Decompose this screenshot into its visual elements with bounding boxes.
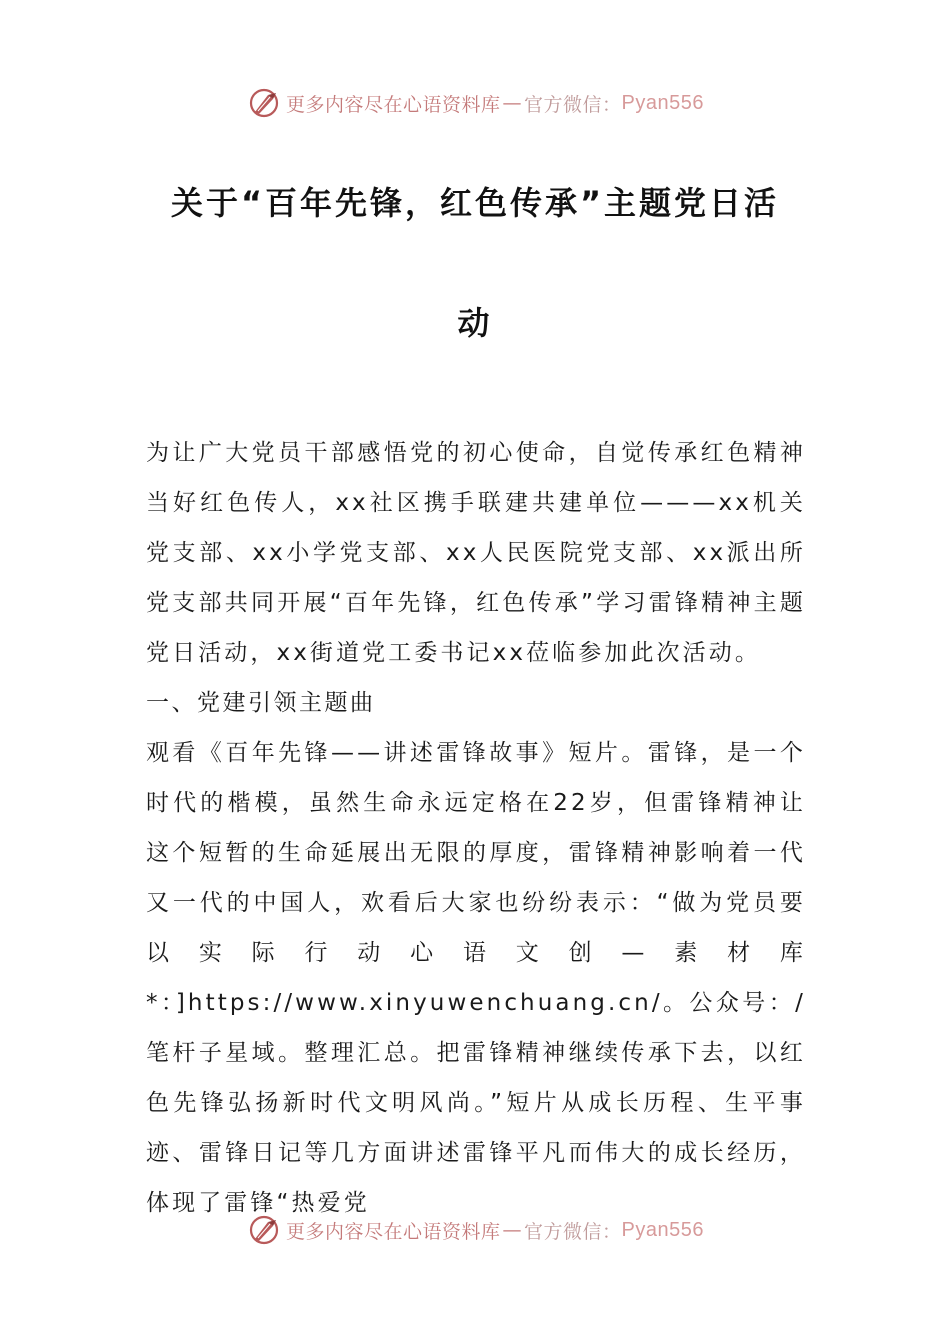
watermark-banner-bottom [0, 1210, 950, 1250]
watermark-text: 更多内容尽在心语资料库 [286, 1220, 501, 1243]
watermark-separator: — [502, 92, 523, 114]
watermark-wechat-id: Pyan556 [621, 1218, 704, 1241]
watermark-wechat-label: 官方微信： [524, 93, 622, 116]
document-body [146, 428, 806, 1228]
watermark-separator: — [502, 1219, 523, 1241]
pen-nib-circle-icon [246, 1212, 282, 1248]
watermark-text: 更多内容尽在心语资料库 [286, 93, 501, 116]
watermark-banner-top [0, 83, 950, 123]
section-heading: 一、党建引领主题曲 [146, 690, 376, 716]
pen-nib-circle-icon [246, 85, 282, 121]
document-title-line1: 关于“百年先锋，红色传承”主题党日活 [170, 184, 780, 222]
paragraph-intro: 为让广大党员干部感悟党的初心使命，自觉传承红色精神当好红色传人，xx社区携手联建共建单位———xx机关党支部、xx小学党支部、xx人民医院党支部、xx派出所党支部共同开展“百年先锋，红色传承”学习雷锋精神主题党日活动，xx街道党工委书记xx莅临参加此次活动。 [146, 440, 806, 666]
watermark-wechat-id: Pyan556 [621, 91, 704, 114]
paragraph-video: 观看《百年先锋——讲述雷锋故事》短片。雷锋，是一个时代的楷模，虽然生命永远定格在22岁，但雷锋精神让这个短暂的生命延展出无限的厚度，雷锋精神影响着一代又一代的中国人，欢看后大家也纷纷表示：“做为党员要以实际行动心语文创—素材库*：]https://www.xinyuwenchuang.cn/。公众号：/笔杆子星域。整理汇总。把雷锋精神继续传承下去，以红色先锋弘扬新时代文明风尚。”短片从成长历程、生平事迹、雷锋日记等几方面讲述雷锋平凡而伟大的成长经历，体现了雷锋“热爱党 [146, 740, 806, 1216]
watermark-wechat-label: 官方微信： [524, 1220, 622, 1243]
document-title-line2: 动 [457, 304, 493, 342]
